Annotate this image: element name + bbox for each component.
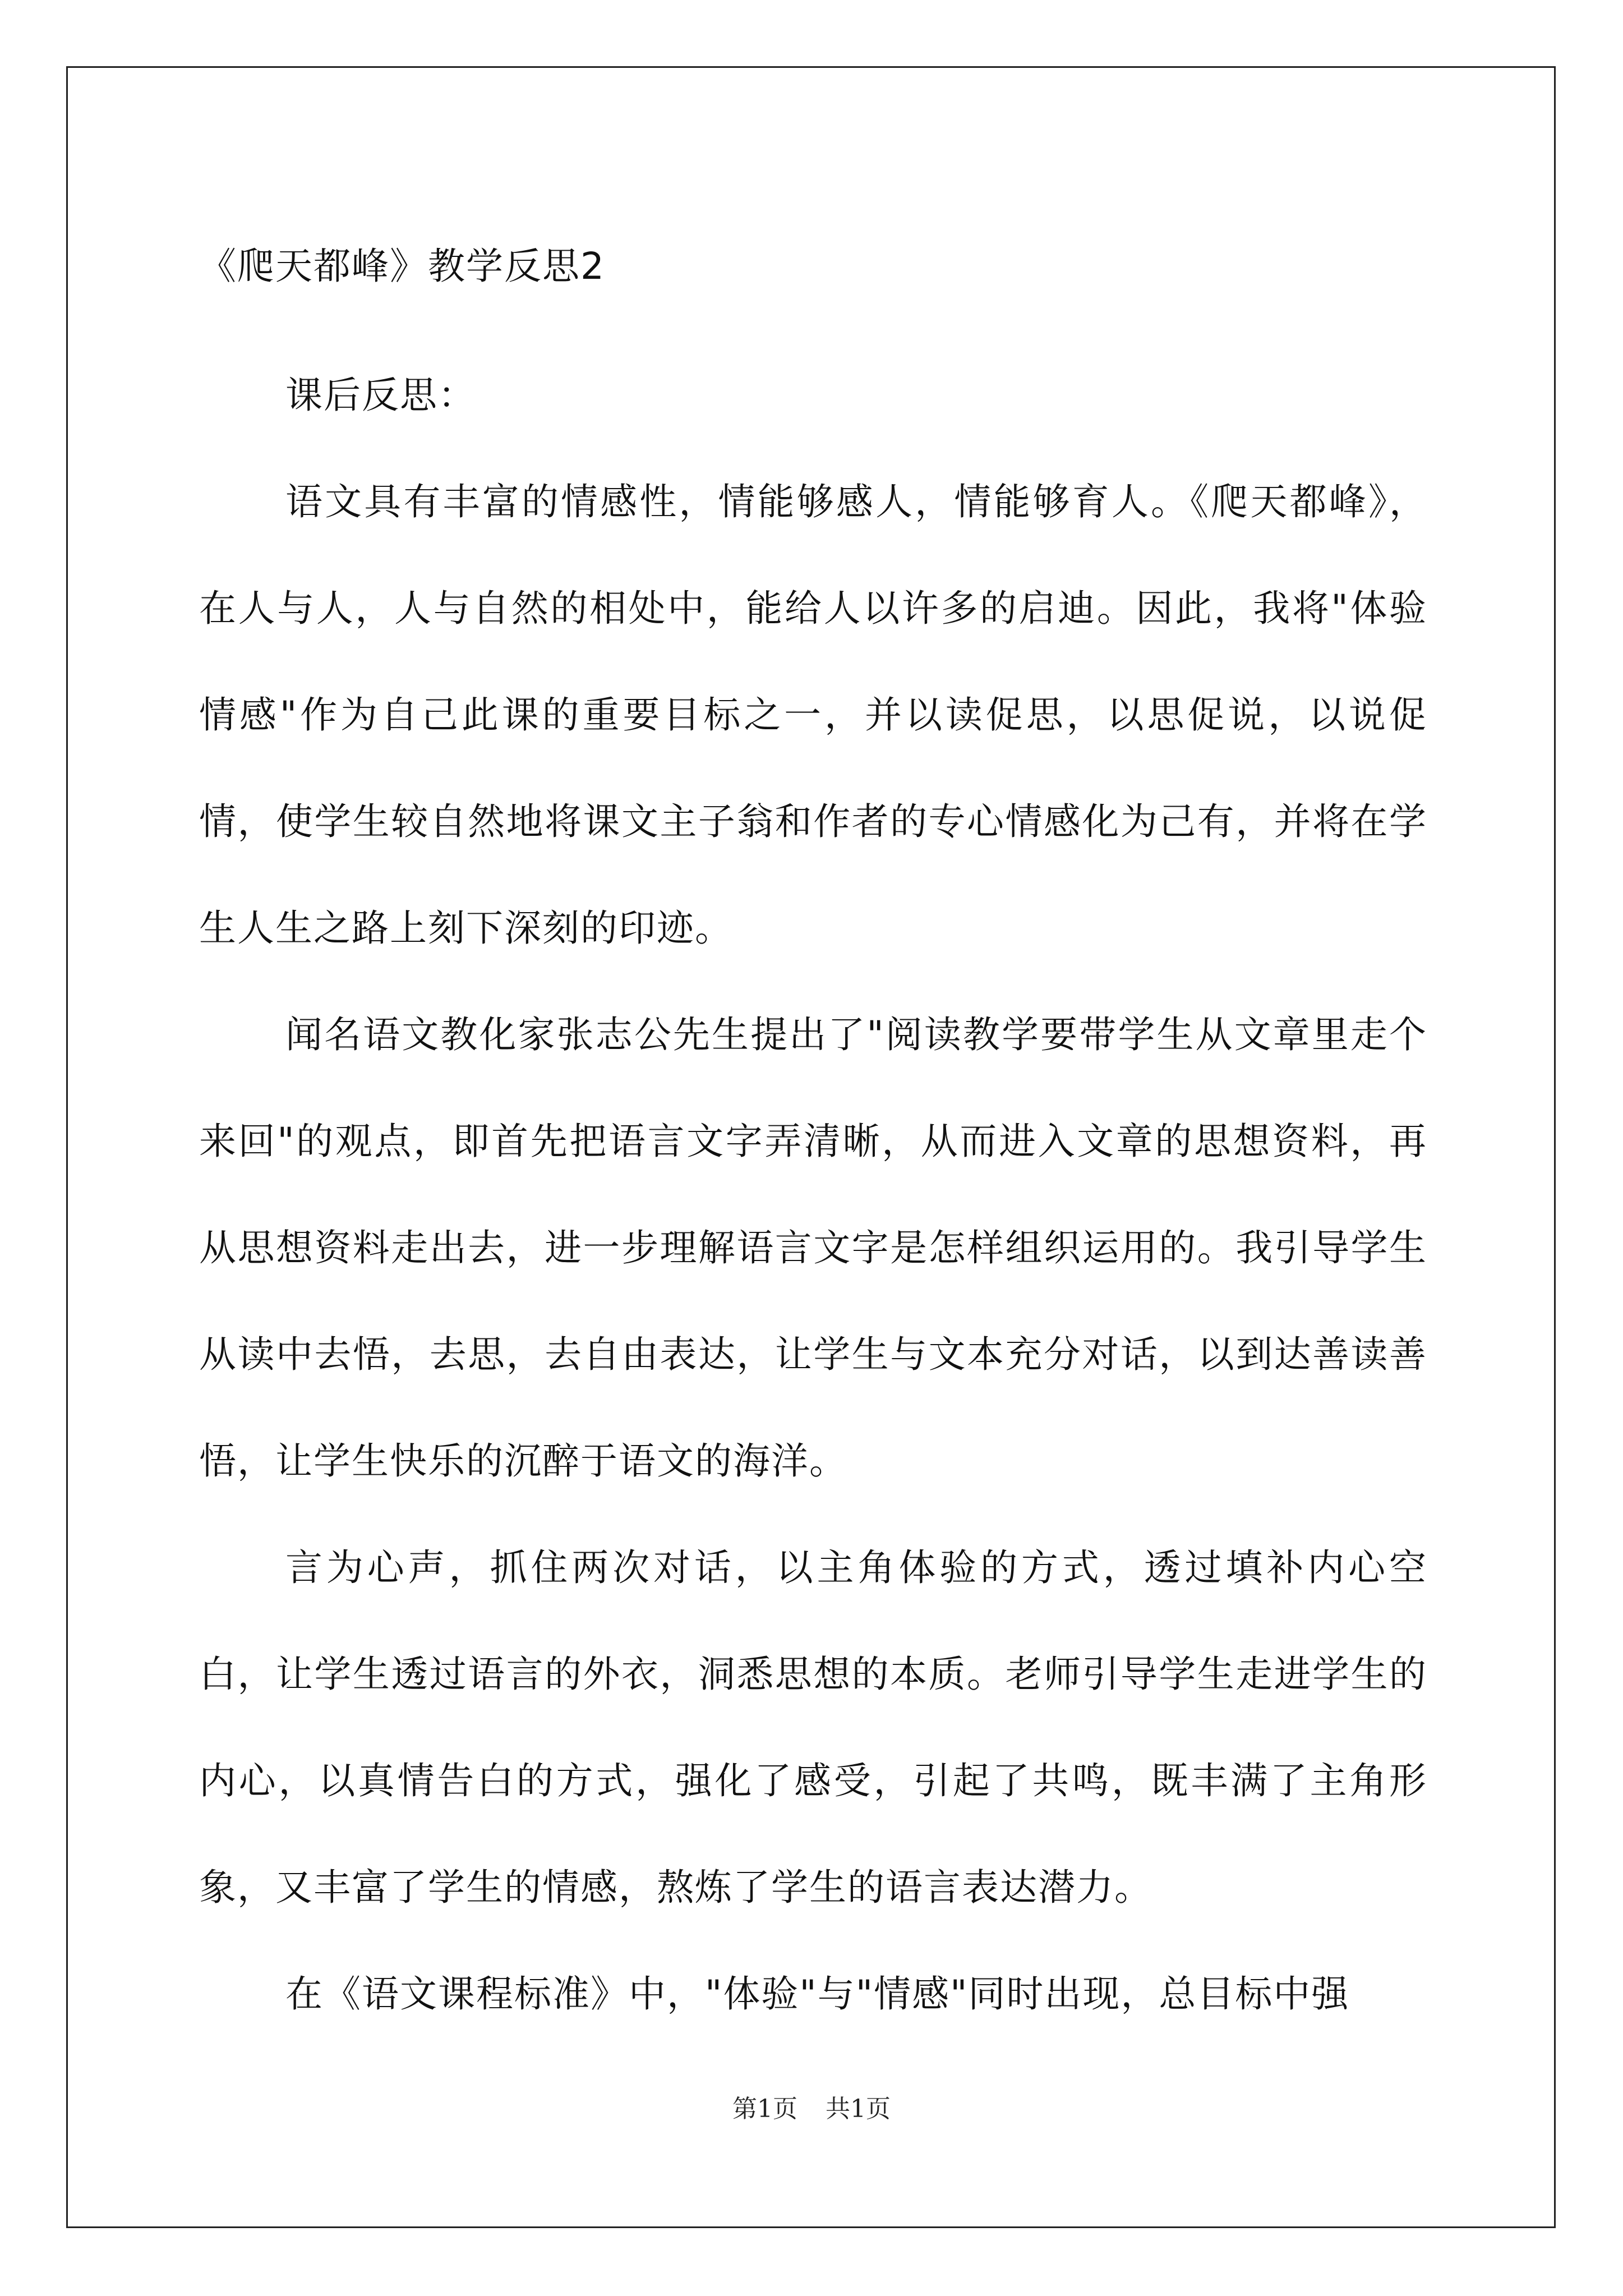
paragraph: 闻名语文教化家张志公先生提出了"阅读教学要带学生从文章里走个来回"的观点，即首先把语言文字弄清晰，从而进入文章的思想资料，再从思想资料走出去，进一步理解语言文字是怎样组织运用的。我引导学生从读中去悟，去思，去自由表达，让学生与文本充分对话，以到达善读善悟，让学生快乐的沉醉于语文的海洋。	[199, 1013, 1427, 1483]
page-number: 第1页	[732, 2095, 797, 2123]
paragraph: 语文具有丰富的情感性，情能够感人，情能够育人。《爬天都峰》，在人与人，人与自然的相处中，能给人以许多的启迪。因此，我将"体验情感"作为自己此课的重要目标之一，并以读促思，以思促说，以说促情，使学生较自然地将课文主子翁和作者的专心情感化为己有，并将在学生人生之路上刻下深刻的印迹。	[199, 480, 1427, 950]
document-body	[199, 213, 1427, 2047]
page-total: 共1页	[826, 2095, 891, 2123]
paragraph: 言为心声，抓住两次对话，以主角体验的方式，透过填补内心空白，让学生透过语言的外衣，洞悉思想的本质。老师引导学生走进学生的内心，以真情告白的方式，强化了感受，引起了共鸣，既丰满了主角形象，又丰富了学生的情感，熬炼了学生的语言表达潜力。	[199, 1546, 1427, 1909]
paragraph: 在《语文课程标准》中，"体验"与"情感"同时出现，总目标中强	[285, 1972, 1350, 2016]
page-footer	[0, 2092, 1623, 2126]
paragraph-heading: 课后反思：	[285, 374, 476, 417]
document-title: 《爬天都峰》教学反思2	[199, 245, 605, 288]
